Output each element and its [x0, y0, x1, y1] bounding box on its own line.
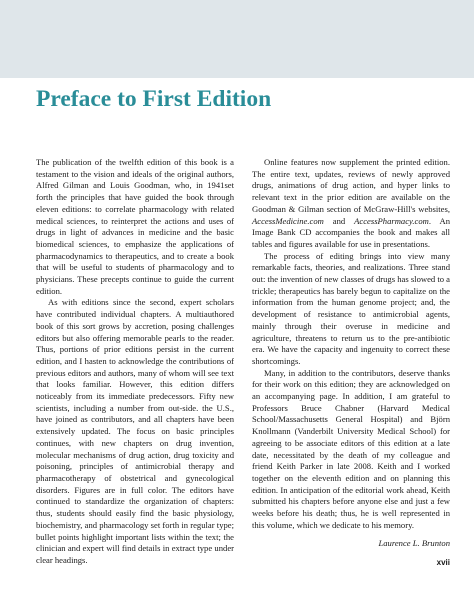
right-column	[252, 157, 450, 549]
left-column	[36, 157, 234, 567]
page-number: xvii	[436, 558, 450, 567]
paragraph: Many, in addition to the contributors, deserve thanks for their work on this edition; they are acknowledged on an accompanying page. In addition, I am grateful to Professors Bruce Chabner (Harvard Medical School/Massachusetts General Hospital) and Björn Knollmann (Vanderbilt University Medical School) for agreeing to be associate editors of this edition at a late date, necessitated by the death of my colleague and friend Keith Parker in late 2008. Keith and I worked together on the eleventh edition and on planning this edition. In anticipation of the editorial work ahead, Keith submitted his chapters before anyone else and just a few weeks before his death; thus, he is well represented in this volume, which we dedicate to his memory.	[252, 367, 450, 530]
page-title: Preface to First Edition	[36, 86, 272, 112]
website-name: AccessMedicine.com	[252, 215, 324, 226]
text-run: and	[323, 215, 355, 226]
paragraph: The publication of the twelfth edition of this book is a testament to the vision and ideals of the original authors, Alfred Gilman and Louis Goodman, who, in 1941set forth the principles that have guided the book through eleven editions: to correlate pharmacology with related medical sciences, to reinterpret the actions and uses of drugs in light of advances in medicine and the basic biomedical sciences, to emphasize the applications of pharmacodynamics to therapeutics, and to create a book that will be useful to students of pharmacology and to physicians. These precepts continue to guide the current edition.	[36, 157, 234, 296]
text-run: Online features now supplement the printed edition. The entire text, updates, reviews of newly approved drugs, animations of drug action, and hyper links to relevant text in the prior edition are available on the Goodman & Gilman section of McGraw-Hill's websites,	[252, 157, 450, 214]
website-name: AccessPharmacy.com	[354, 215, 429, 226]
paragraph: The process of editing brings into view many remarkable facts, theories, and realizations. Three stand out: the invention of new classes of drugs has slowed to a trickle; therapeutics has barely begun to capitalize on the information from the human genome project; and, the development of resistance to antimicrobial agents, mainly through their overuse in medicine and agriculture, threatens to return us to the pre-antibiotic era. We have the capacity and ingenuity to correct these shortcomings.	[252, 250, 450, 366]
paragraph-online-features	[252, 157, 450, 251]
author-signature: Laurence L. Brunton	[378, 537, 450, 548]
paragraph: As with editions since the second, expert scholars have contributed individual chapters. A multiauthored book of this sort grows by accretion, posing challenges editors but also offering memorable pearls to the reader. Thus, portions of prior editions persist in the current edition, and I hasten to acknowledge the contributions of previous editors and authors, many of whom will see text that looks familiar. However, this edition differs noticeably from its immediate predecessors. Fifty new scientists, including a number from out-side. the U.S., have joined as contributors, and all chapters have been extensively updated. The focus on basic principles continues, with new chapters on drug invention, molecular mechanisms of drug action, drug toxicity and poisoning, principles of antimicrobial therapy and pharmacotherapy of obstetrical and gynecological disorders. Figures are in full color. The editors have continued to standardize the organization of chapters: thus, students should easily find the basic physiology, biochemistry, and pharmacology set forth in regular type; bullet points highlight important lists within the text; the clinician and expert will find details in extract type under clear headings.	[36, 297, 234, 565]
header-band	[0, 0, 474, 78]
text-run: . An Image Bank CD accompanies the book and makes all tables and figures available for use in presentations.	[252, 215, 450, 249]
